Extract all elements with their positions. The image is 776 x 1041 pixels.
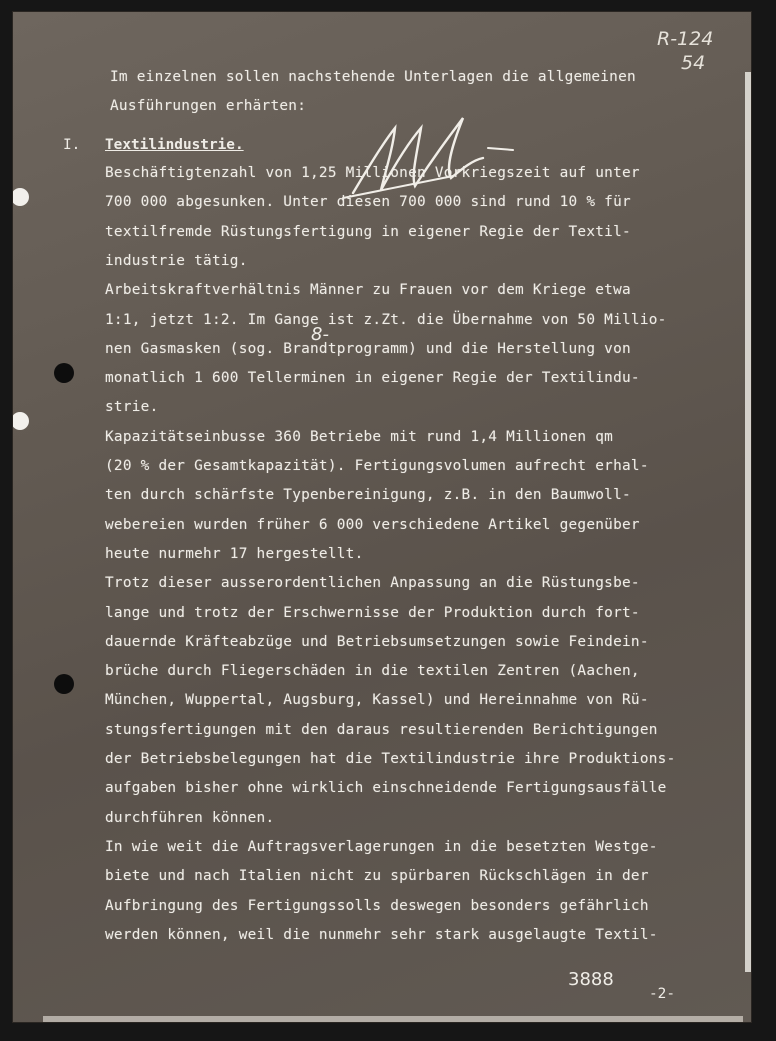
page-number: -2- bbox=[649, 986, 675, 1002]
document-page bbox=[13, 12, 751, 1022]
body-line: brüche durch Fliegerschäden in die textilen Zentren (Aachen, bbox=[105, 663, 640, 680]
body-line: Beschäftigtenzahl von 1,25 Millionen Vorkriegszeit auf unter bbox=[105, 165, 640, 181]
archive-stamp-number: 3888 bbox=[568, 969, 614, 990]
body-line: monatlich 1 600 Tellerminen in eigener Regie der Textilindu- bbox=[105, 370, 640, 387]
body-line: nen Gasmasken (sog. Brandtprogramm) und die Herstellung von bbox=[105, 340, 631, 357]
body-line: aufgaben bisher ohne wirklich einschneidende Fertigungsausfälle bbox=[105, 780, 667, 797]
margin-mark: 8- bbox=[311, 324, 329, 345]
body-line: lange und trotz der Erschwernisse der Produktion durch fort- bbox=[105, 604, 640, 621]
punch-notch bbox=[13, 188, 29, 206]
body-line: heute nurmehr 17 hergestellt. bbox=[105, 545, 364, 562]
body-line: durchführen können. bbox=[105, 809, 275, 826]
body-line: strie. bbox=[105, 399, 159, 416]
body-line: Aufbringung des Fertigungssolls deswegen besonders gefährlich bbox=[105, 897, 649, 914]
body-line: Kapazitätseinbusse 360 Betriebe mit rund 1,4 Millionen qm bbox=[105, 428, 614, 445]
page-edge bbox=[745, 72, 751, 972]
reference-code: R-124 bbox=[657, 28, 714, 50]
body-line: Trotz dieser ausserordentlichen Anpassung an die Rüstungsbe- bbox=[105, 575, 640, 592]
punch-hole bbox=[54, 674, 74, 694]
handwritten-signature bbox=[323, 98, 543, 208]
intro-line: Im einzelnen sollen nachstehende Unterlagen die allgemeinen bbox=[110, 69, 636, 85]
intro-line: Ausführungen erhärten: bbox=[110, 98, 307, 114]
body-line: 700 000 abgesunken. Unter diesen 700 000 sind rund 10 % für bbox=[105, 194, 631, 211]
body-line: ten durch schärfste Typenbereinigung, z.B. in den Baumwoll- bbox=[105, 487, 631, 504]
punch-hole bbox=[54, 363, 74, 383]
body-line: dauernde Kräfteabzüge und Betriebsumsetzungen sowie Feindein- bbox=[105, 633, 649, 650]
body-line: 1:1, jetzt 1:2. Im Gange ist z.Zt. die Übernahme von 50 Millio- bbox=[105, 311, 667, 328]
body-line: biete und nach Italien nicht zu spürbaren Rückschlägen in der bbox=[105, 868, 649, 885]
section-number: I. bbox=[63, 137, 81, 153]
body-line: webereien wurden früher 6 000 verschiedene Artikel gegenüber bbox=[105, 516, 640, 533]
body-line: werden können, weil die nunmehr sehr stark ausgelaugte Textil- bbox=[105, 926, 658, 943]
reference-sub: 54 bbox=[681, 52, 706, 74]
body-line: (20 % der Gesamtkapazität). Fertigungsvolumen aufrecht erhal- bbox=[105, 458, 649, 474]
body-line: München, Wuppertal, Augsburg, Kassel) und Hereinnahme von Rü- bbox=[105, 692, 649, 709]
body-line: Arbeitskraftverhältnis Männer zu Frauen vor dem Kriege etwa bbox=[105, 282, 631, 299]
body-line: industrie tätig. bbox=[105, 252, 248, 269]
section-title: Textilindustrie. bbox=[105, 137, 244, 153]
body-line: der Betriebsbelegungen hat die Textilindustrie ihre Produktions- bbox=[105, 751, 676, 767]
body-line: In wie weit die Auftragsverlagerungen in die besetzten Westge- bbox=[105, 838, 658, 855]
body-line: textilfremde Rüstungsfertigung in eigener Regie der Textil- bbox=[105, 223, 631, 240]
punch-notch bbox=[13, 412, 29, 430]
body-line: stungsfertigungen mit den daraus resultierenden Berichtigungen bbox=[105, 721, 658, 738]
page-edge-bottom bbox=[43, 1016, 743, 1022]
